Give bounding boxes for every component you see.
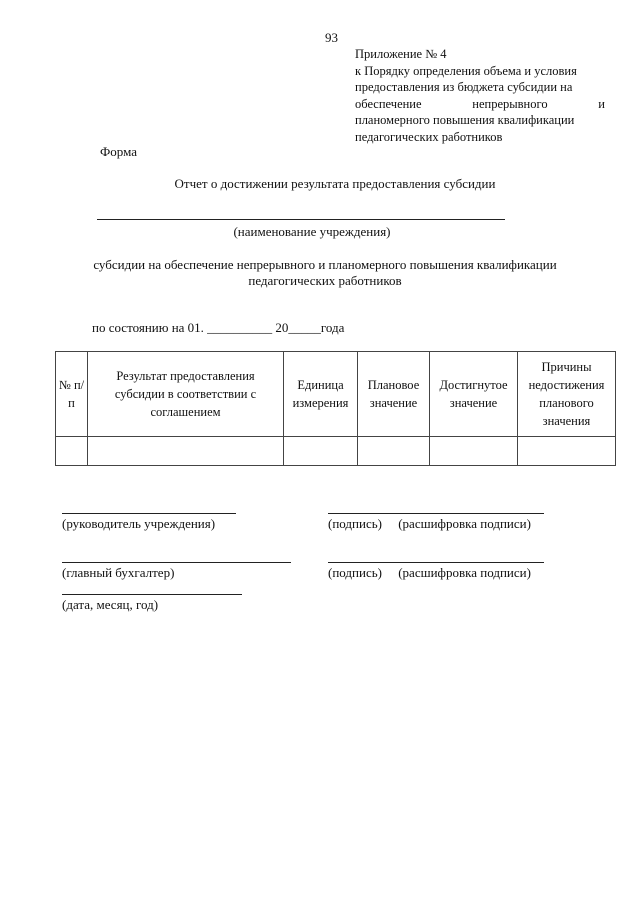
page-number: 93 <box>325 30 338 45</box>
appendix-line: планомерного повышения квалификации <box>355 113 575 127</box>
appendix-title: Приложение № 4 <box>355 47 447 61</box>
subsidy-purpose-line: субсидии на обеспечение непрерывного и планомерного повышения квалификации <box>93 257 557 272</box>
appendix-line: предоставления из бюджета субсидии на <box>355 80 573 94</box>
col-header-planned: Плановое значение <box>358 352 430 437</box>
col-header-result: Результат предоставления субсидии в соответствии с соглашением <box>88 352 284 437</box>
col-header-number: № п/п <box>56 352 88 437</box>
table-row <box>56 437 616 466</box>
appendix-block <box>355 46 605 145</box>
table-header-row <box>56 352 616 437</box>
table-cell[interactable] <box>284 437 358 466</box>
head-sign-line[interactable] <box>328 513 544 514</box>
col-header-reasons: Причины недостижения планового значения <box>518 352 616 437</box>
report-table <box>55 351 616 466</box>
appendix-line: обеспечение непрерывного и <box>355 96 605 111</box>
accountant-sign-line[interactable] <box>328 562 544 563</box>
subsidy-purpose <box>40 257 610 289</box>
appendix-line: к Порядку определения объема и условия <box>355 63 577 78</box>
subsidy-purpose-line: педагогических работников <box>248 273 402 288</box>
table-cell[interactable] <box>88 437 284 466</box>
col-header-unit: Единица измерения <box>284 352 358 437</box>
head-sign-label: (подпись) (расшифровка подписи) <box>328 516 531 531</box>
table-cell[interactable] <box>518 437 616 466</box>
head-signature-line[interactable] <box>62 513 236 514</box>
report-title: Отчет о достижении результата предоставления субсидии <box>174 176 496 191</box>
institution-name-line[interactable] <box>97 219 505 220</box>
date-label: (дата, месяц, год) <box>62 597 159 612</box>
institution-caption: (наименование учреждения) <box>233 224 391 239</box>
accountant-label: (главный бухгалтер) <box>62 565 175 580</box>
date-line[interactable] <box>62 594 242 595</box>
head-label: (руководитель учреждения) <box>62 516 216 531</box>
table-cell[interactable] <box>56 437 88 466</box>
col-header-achieved: Достигнутое значение <box>430 352 518 437</box>
table-cell[interactable] <box>358 437 430 466</box>
as-of-date-line[interactable]: по состоянию на 01. __________ 20_____года <box>92 320 345 335</box>
accountant-signature-line[interactable] <box>62 562 291 563</box>
accountant-sign-label: (подпись) (расшифровка подписи) <box>328 565 531 580</box>
appendix-line: педагогических работников <box>355 129 503 144</box>
form-label: Форма <box>100 144 137 159</box>
table-cell[interactable] <box>430 437 518 466</box>
